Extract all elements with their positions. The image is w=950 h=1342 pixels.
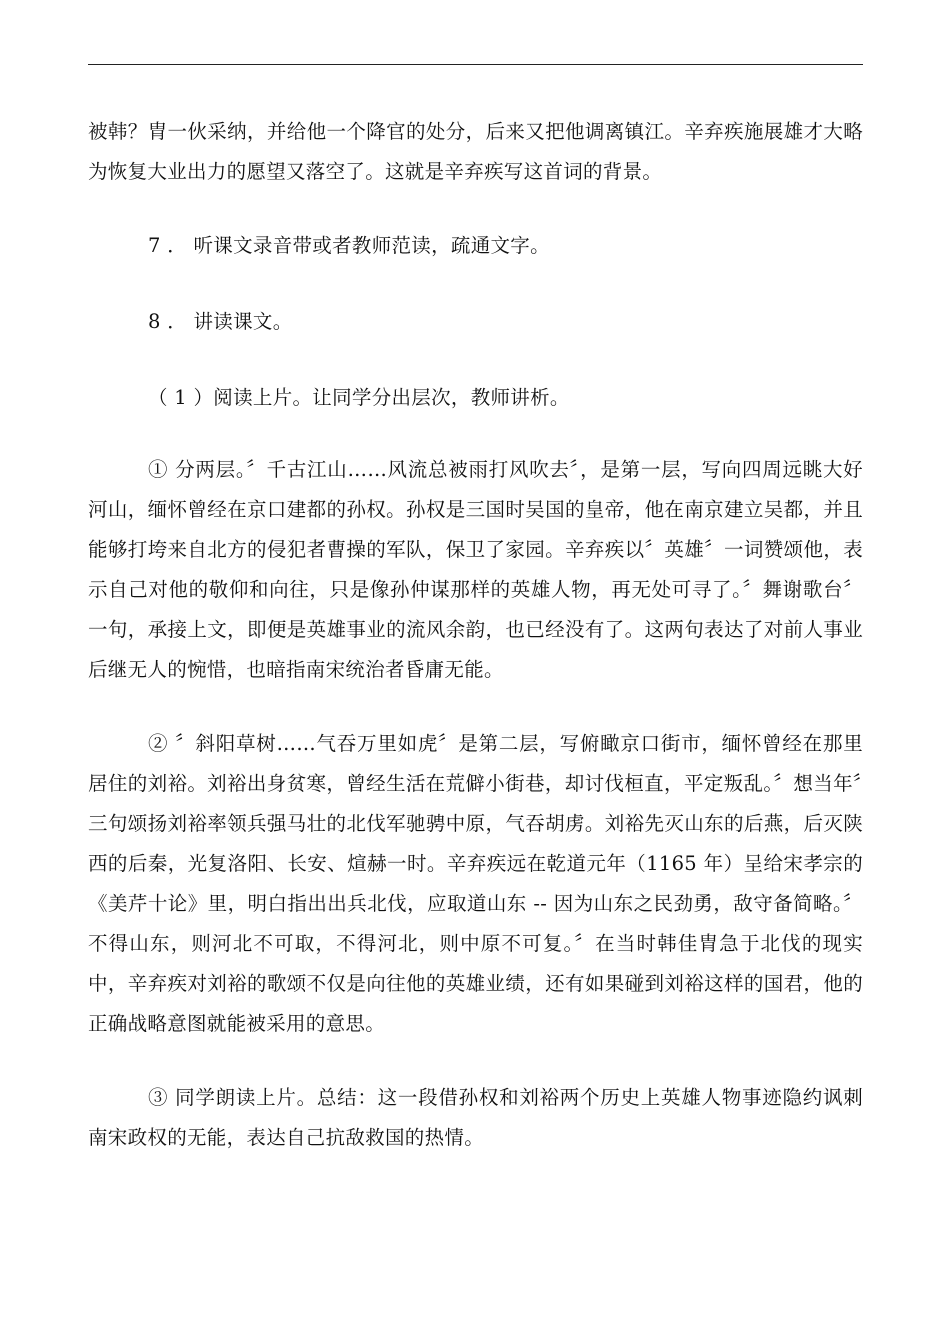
header-rule (88, 64, 863, 65)
paragraph-summary: ③ 同学朗读上片。总结：这一段借孙权和刘裕两个历史上英雄人物事迹隐约讽刺南宋政权的无能，表达自己抗敌救国的热情。 (88, 1086, 863, 1149)
paragraph-background: 被韩？胄一伙采纳，并给他一个降官的处分，后来又把他调离镇江。辛弃疾施展雄才大略为恢复大业出力的愿望又落空了。这就是辛弃疾写这首词的背景。 (88, 120, 863, 183)
paragraph-layer-two: ② 〞斜阳草树……气吞万里如虎〞是第二层，写俯瞰京口街市，缅怀曾经在那里居住的刘裕。刘裕出身贫寒，曾经生活在荒僻小街巷，却讨伐桓直，平定叛乱。〞想当年〞三句颂扬刘裕率领兵强马壮的北伐军驰骋中原，气吞胡虏。刘裕先灭山东的后燕，后灭陕西的后秦，光复洛阳、长安、煊赫一时。辛弃疾远在乾道元年（1165 年）呈给宋孝宗的《美芹十论》里，明白指出出兵北伐，应取道山东 -- 因为山东之民劲勇，敌守备简略。〞不得山东，则河北不可取，不得河北，则中原不可复。〞在当时韩佳胄急于北伐的现实中，辛弃疾对刘裕的歌颂不仅是向往他的英雄业绩，还有如果碰到刘裕这样的国君，他的正确战略意图就能被采用的意思。 (88, 732, 863, 1035)
step-7: 7 ． 听课文录音带或者教师范读，疏通文字。 (148, 234, 550, 257)
sub-step-1: （ 1 ）阅读上片。让同学分出层次，教师讲析。 (148, 386, 570, 409)
document-body (88, 112, 863, 1158)
step-8: 8 ． 讲读课文。 (148, 310, 293, 333)
paragraph-layer-one: ① 分两层。〞千古江山……风流总被雨打风吹去〞，是第一层，写向四周远眺大好河山，缅怀曾经在京口建都的孙权。孙权是三国时吴国的皇帝，他在南京建立吴都，并且能够打垮来自北方的侵犯者曹操的军队，保卫了家园。辛弃疾以〞英雄〞一词赞颂他，表示自己对他的敬仰和向往，只是像孙仲谋那样的英雄人物，再无处可寻了。〞舞谢歌台〞一句，承接上文，即便是英雄事业的流风余韵，也已经没有了。这两句表达了对前人事业后继无人的惋惜，也暗指南宋统治者昏庸无能。 (88, 458, 863, 681)
